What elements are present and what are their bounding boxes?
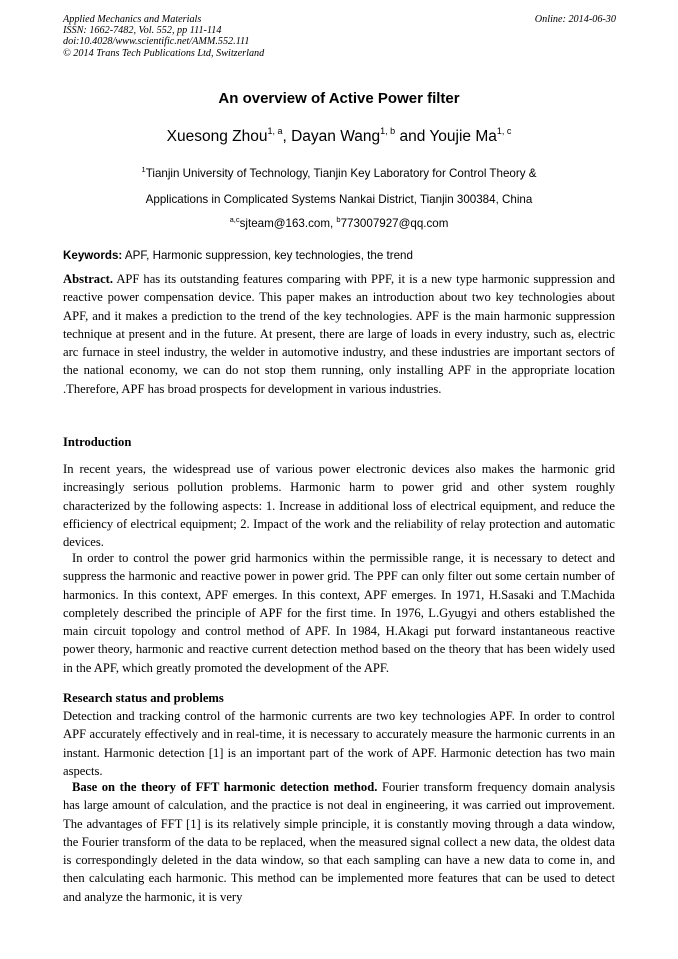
author-list — [0, 127, 678, 147]
keywords — [63, 249, 413, 263]
online-date: Online: 2014-06-30 — [534, 14, 616, 25]
email-link[interactable]: 773007927@qq.com — [340, 217, 449, 230]
fft-subheading: Base on the theory of FFT harmonic detection method. — [72, 780, 378, 794]
affiliation-mark: 1 — [141, 165, 146, 174]
fft-text: Fourier transform frequency domain analysis has large amount of calculation, and the practice is not deal in engineering, it was carried out improvement. The advantages of FFT [1] is its relatively simple principle, it is constantly moving through a data window, the Fourier transform of the data to be replaced, when the measured signal collect a new data, the oldest data is correspondingly deleted in the data window, so that each sampling can have a new data to come in, and then calculating each harmonic. This method can be implemented more features that can be used to detect and analyze the harmonic, it is very — [63, 780, 615, 904]
author-name: Xuesong Zhou — [166, 128, 268, 145]
issn-volume: ISSN: 1662-7482, Vol. 552, pp 111-114 — [63, 25, 222, 37]
affiliation-text: Tianjin University of Technology, Tianjin Key Laboratory for Control Theory & — [145, 167, 537, 180]
email-link[interactable]: sjteam@163.com, — [239, 217, 337, 230]
affiliation-line-2: Applications in Complicated Systems Nankai District, Tianjin 300384, China — [145, 193, 533, 206]
introduction-paragraph-1: In recent years, the widespread use of various power electronic devices also makes the harmonic grid increasingly serious pollution problems. Harmonic harm to power grid and other system roughly characterized by the following aspects: 1. Increase in additional loss of electrical equipment, and reduce the efficiency of electrical equipment; 2. Impact of the work and the reliability of relay protection and automatic devices. — [63, 462, 615, 550]
fft-paragraph — [63, 778, 615, 906]
introduction-paragraph-2: In order to control the power grid harmonics within the permissible range, it is necessary to detect and suppress the harmonic and reactive power in power grid. The PPF can only filter out some certain number of harmonics. In this context, APF emerges. In this context, APF emerges. In 1971, H.Sasaki and T.Machida completely described the principle of APF for the first time. In 1976, L.Gyugyi and others established the main circuit topology and control method of APF. In 1984, H.Akagi put forward instantaneous reactive power theory, harmonic and reactive current detection method based on the theory that has been widely used in the APF, which greatly promoted the development of the APF. — [63, 551, 615, 675]
author-affiliation-mark: 1, c — [496, 126, 512, 136]
section-heading-research: Research status and problems — [63, 691, 224, 705]
affiliation-line-1 — [0, 167, 678, 181]
author-affiliation-mark: 1, b — [380, 126, 396, 136]
journal-name: Applied Mechanics and Materials — [63, 14, 202, 25]
keywords-label: Keywords: — [63, 249, 123, 262]
author-name: Dayan Wang — [291, 128, 381, 145]
paper-title: An overview of Active Power filter — [218, 90, 460, 107]
doi: doi:10.4028/www.scientific.net/AMM.552.111 — [63, 36, 250, 48]
keywords-text: APF, Harmonic suppression, key technologies, the trend — [122, 249, 413, 262]
author-emails — [0, 217, 678, 231]
author-separator: , — [282, 128, 292, 145]
abstract-text: APF has its outstanding features comparing with PPF, it is a new type harmonic suppression and reactive power compensation device. This paper makes an introduction about two key technologies about APF, and it makes a prediction to the trend of the key technologies. APF is the main harmonic suppression technique at present and in the future. At present, there are large of loads in every industry, such as, electric arc furnace in steel industry, the welder in automotive industry, and these industries are important sectors of the national economy, we can do not stop them running, only installing APF in the appropriate location .Therefore, APF has broad prospects for development in various industries. — [63, 272, 615, 396]
abstract-label: Abstract. — [63, 272, 114, 286]
journal-info — [63, 14, 264, 59]
author-affiliation-mark: 1, a — [267, 126, 283, 136]
research-paragraph-1: Detection and tracking control of the harmonic currents are two key technologies APF. In order to control APF accurately effectively and in real-time, it is necessary to accurately measure the harmonic currents in an instant. Harmonic detection [1] is an important part of the work of APF. Harmonic detection has two main aspects. — [63, 709, 615, 778]
author-name: Youjie Ma — [429, 128, 497, 145]
email-mark: b — [336, 215, 341, 224]
section-heading-introduction: Introduction — [63, 435, 132, 449]
abstract — [63, 270, 615, 398]
copyright: © 2014 Trans Tech Publications Ltd, Switzerland — [63, 47, 265, 59]
email-mark: a,c — [229, 215, 240, 224]
author-separator: and — [395, 128, 430, 145]
